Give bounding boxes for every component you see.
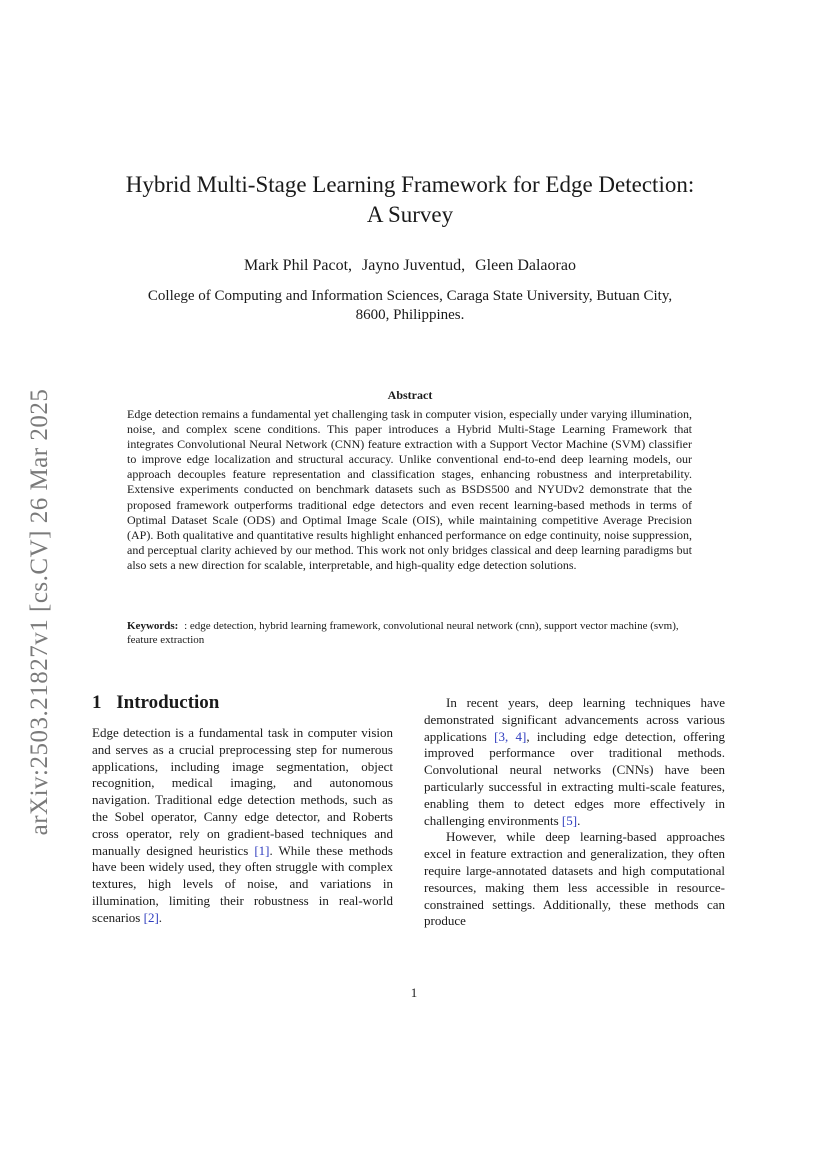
keywords-text: : edge detection, hybrid learning framework, convolutional neural network (cnn), support vector machine (svm), feature extraction [127,620,679,646]
abstract-text: Edge detection remains a fundamental yet challenging task in computer vision, especially under varying illumination, noise, and complex scene conditions. This paper introduces a Hybrid Multi-Stage Learning Framework that integrates Convolutional Neural Network (CNN) feature extraction with a Support Vector Machine (SVM) classifier to improve edge localization and structural accuracy. Unlike conventional end-to-end deep learning models, our approach decouples feature representation and classification stages, enhancing robustness and interpretability. Extensive experiments conducted on benchmark datasets such as BSDS500 and NYUDv2 demonstrate that the proposed framework outperforms traditional edge detectors and even recent learning-based methods in terms of Optimal Dataset Scale (ODS) and Optimal Image Scale (OIS), while maintaining competitive Average Precision (AP). Both qualitative and quantitative results highlight enhanced performance on edge continuity, noise suppression, and perceptual clarity achieved by our method. This work not only bridges classical and deep learning paradigms but also sets a new direction for scalable, interpretable, and high-quality edge detection solutions. [127,407,692,572]
paragraph-text: . [577,812,581,828]
arxiv-identifier-stamp: arXiv:2503.21827v1 [cs.CV] 26 Mar 2025 [26,388,53,836]
author-name: Gleen Dalaorao [475,257,576,274]
paragraph-text: . While these methods have been widely used, they often struggle with complex textures, high levels of noise, and variations in illumination, limiting their robustness in real-world scenarios [92,842,393,925]
paragraph-text: In recent years, deep learning techniques have demonstrated significant advancements across various applications [424,695,725,744]
intro-paragraph-3: However, while deep learning-based approaches excel in feature extraction and generalization, they often require large-annotated datasets and high computational resources, making them less accessible in resource-constrained settings. Additionally, these methods can produce [424,829,725,929]
page-number: 1 [410,985,418,1000]
author-name: Mark Phil Pacot, [244,257,353,274]
keywords-label: Keywords: [127,620,179,632]
paragraph-text: Edge detection is a fundamental task in computer vision and serves as a crucial preprocessing step for numerous applications, including image segmentation, object recognition, medical imaging, and autonomous navigation. Traditional edge detection methods, such as the Sobel operator, Canny edge detector, and Roberts cross operator, rely on gradient-based techniques and manually designed heuristics [92,725,393,858]
paper-title [100,170,720,230]
citation-link[interactable]: [5] [561,812,578,828]
citation-link[interactable]: [2] [143,909,159,925]
paragraph-text: , including edge detection, offering improved performance over traditional methods. Convolutional neural networks (CNNs) have been particularly successful in extracting multi-scale features, enabling them to detect edges more effectively in challenging environments [424,728,725,828]
intro-paragraph-1 [92,725,393,927]
affiliation-line-2: 8600, Philippines. [355,307,465,323]
author-list [100,257,720,275]
intro-paragraph-2 [424,695,725,829]
left-text-column [92,725,393,927]
paper-title-line-2: A Survey [366,202,454,227]
right-text-column [424,695,725,930]
author-name: Jayno Juventud, [362,257,466,274]
paragraph-text: . [158,909,163,925]
paper-title-line-1: Hybrid Multi-Stage Learning Framework for Edge Detection: [125,172,695,197]
keywords-block [127,619,692,647]
citation-link[interactable]: [3, 4] [494,728,527,744]
author-affiliation [100,287,720,325]
section-number: 1 [92,692,102,713]
citation-link[interactable]: [1] [254,842,270,858]
section-heading-introduction [92,692,219,714]
abstract-heading: Abstract [387,388,433,402]
section-title: Introduction [116,692,220,713]
affiliation-line-1: College of Computing and Information Sciences, Caraga State University, Butuan City, [147,288,673,304]
